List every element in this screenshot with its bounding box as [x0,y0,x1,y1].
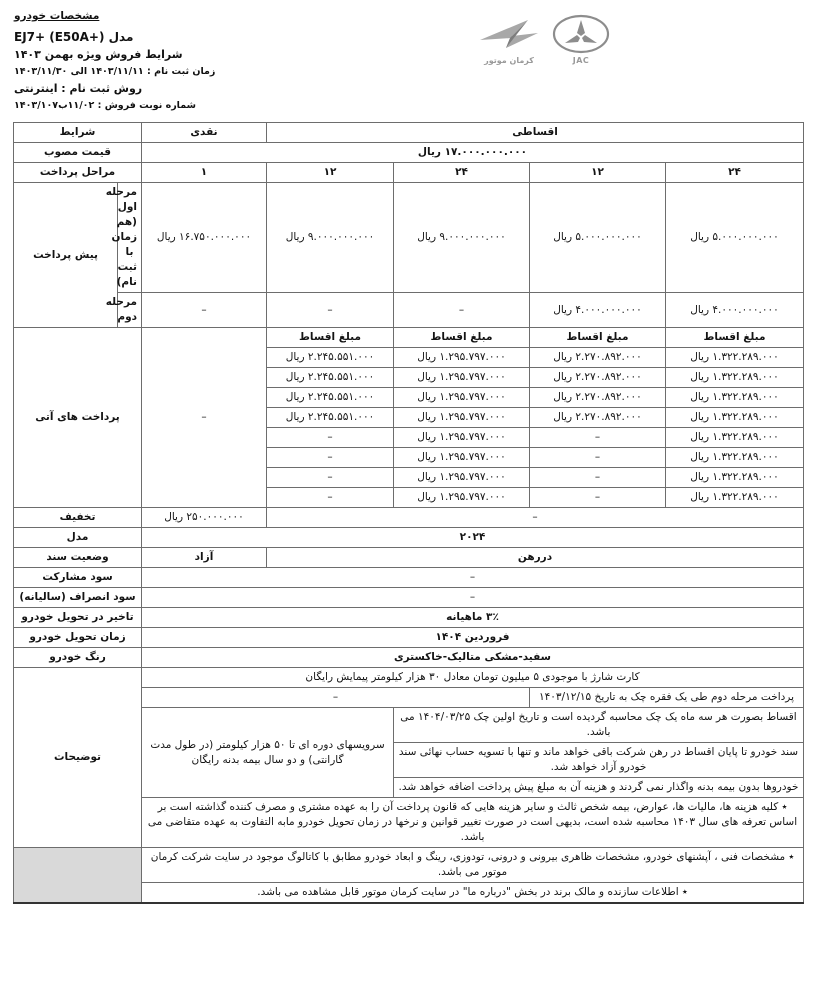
row-approved-price [14,143,804,163]
approved-price-value: ۱۷.۰۰۰.۰۰۰.۰۰۰ ریال [142,143,804,163]
col-header-cash: نقدی [142,123,267,143]
notes-label-continued [14,848,142,904]
document-header [0,0,818,118]
withdrawal-profit-label: سود انصراف (سالیانه) [14,588,142,608]
bullet-note-3: ٭ اطلاعات سازنده و مالک برند در بخش "درباره ما" در سایت کرمان موتور قابل مشاهده می باشد. [142,883,804,904]
approved-price-label: قیمت مصوب [14,143,142,163]
stage-count-4: ۱۲ [267,163,394,183]
col-header-installment: اقساطی [267,123,804,143]
installment-1-c3: ۱.۲۹۵.۷۹۷.۰۰۰ ریال [394,348,530,368]
stage-two-value-4: – [267,293,394,328]
page-title: مشخصات خودرو [14,10,100,22]
stage-one-label [105,183,142,293]
row-stage-one [14,183,804,293]
installment-2-c1: ۱.۳۲۲.۲۸۹.۰۰۰ ریال [666,368,804,388]
installment-7-c2: – [530,468,666,488]
jac-logo-text: JAC [572,56,590,65]
installment-4-c4: ۲.۲۴۵.۵۵۱.۰۰۰ ریال [267,408,394,428]
installment-2-c4: ۲.۲۴۵.۵۵۱.۰۰۰ ریال [267,368,394,388]
installment-5-c2: – [530,428,666,448]
installment-3-c3: ۱.۲۹۵.۷۹۷.۰۰۰ ریال [394,388,530,408]
row-withdrawal-profit [14,588,804,608]
installment-3-c2: ۲.۲۷۰.۸۹۲.۰۰۰ ریال [530,388,666,408]
installment-cash-value: – [142,328,267,508]
note-line-1: اقساط بصورت هر سه ماه یک چک محاسبه گردیده است و تاریخ اولین چک ۱۴۰۴/۰۳/۲۵ می باشد. [394,708,804,743]
model-year-value: ۲۰۲۴ [142,528,804,548]
note-line-2: سند خودرو تا پایان اقساط در رهن شرکت باقی خواهد ماند و تنها با تسویه حساب نهائی سند خودرو آزاد خواهد شد. [394,743,804,778]
row-stage-two [14,293,804,328]
installment-header-2: مبلغ اقساط [530,328,666,348]
installment-6-c2: – [530,448,666,468]
row-car-color [14,648,804,668]
installment-8-c1: ۱.۳۲۲.۲۸۹.۰۰۰ ریال [666,488,804,508]
model-label: مدل [108,30,134,44]
installment-8-c3: ۱.۲۹۵.۷۹۷.۰۰۰ ریال [394,488,530,508]
stage-two-value-1: ۴.۰۰۰.۰۰۰.۰۰۰ ریال [666,293,804,328]
installment-1-c1: ۱.۳۲۲.۲۸۹.۰۰۰ ریال [666,348,804,368]
row-participation-profit [14,568,804,588]
sale-conditions-line: شرایط فروش ویژه بهمن ۱۴۰۳ [14,48,183,61]
sale-round-line: شماره نوبت فروش : ۱۱/۰۲ب۱۴۰۳/۱۰۷ [14,100,196,111]
installment-7-c3: ۱.۲۹۵.۷۹۷.۰۰۰ ریال [394,468,530,488]
future-payments-label: پرداخت های آتی [14,328,142,508]
installment-2-c2: ۲.۲۷۰.۸۹۲.۰۰۰ ریال [530,368,666,388]
installment-5-c3: ۱.۲۹۵.۷۹۷.۰۰۰ ریال [394,428,530,448]
delivery-time-value: فروردین ۱۴۰۴ [142,628,804,648]
delivery-delay-label: تاخیر در تحویل خودرو [14,608,142,628]
stage-count-3: ۲۴ [394,163,530,183]
bullet-note-1: ٭ کلیه هزینه ها، مالیات ها، عوارض، بیمه شخص ثالث و سایر هزینه هایی که قانون پرداخت آن را به عهده مشتری و مصرف کننده گذاشته است بر اساس تعرفه های سال ۱۴۰۳ محاسبه شده است، بدیهی است در صورت تغییر قوانین و نرخها در زمان تحویل خودرو مابه التفاوت به عهده متقاضی می باشد. [142,798,804,848]
row-installment-header [14,328,804,348]
notes-label: توضیحات [14,668,142,848]
prepayment-label: پیش پرداخت [14,183,118,328]
stage-two-label: مرحله دوم [118,293,142,328]
installment-3-c1: ۱.۳۲۲.۲۸۹.۰۰۰ ریال [666,388,804,408]
installment-7-c4: – [267,468,394,488]
installment-6-c4: – [267,448,394,468]
jac-logo [552,14,610,65]
jac-star-icon [552,14,610,54]
installment-2-c3: ۱.۲۹۵.۷۹۷.۰۰۰ ریال [394,368,530,388]
kerman-motor-logo-text: کرمان موتور [484,56,534,65]
header-text-block [14,6,282,114]
stage-one-value-3: ۹.۰۰۰.۰۰۰.۰۰۰ ریال [394,183,530,293]
installment-7-c1: ۱.۳۲۲.۲۸۹.۰۰۰ ریال [666,468,804,488]
installment-8-c2: – [530,488,666,508]
stage-two-note-cash: – [142,688,530,708]
installment-4-c3: ۱.۲۹۵.۷۹۷.۰۰۰ ریال [394,408,530,428]
installment-4-c1: ۱.۳۲۲.۲۸۹.۰۰۰ ریال [666,408,804,428]
row-delivery-delay [14,608,804,628]
row-discount [14,508,804,528]
stage-two-value-5: – [142,293,267,328]
registration-time-line: زمان ثبت نام : ۱۴۰۳/۱۱/۱۱ الی ۱۴۰۳/۱۱/۳۰ [14,66,216,77]
note-line-3: خودروها بدون بیمه بدنه واگذار نمی گردند و هزینه آن به مبلغ پیش پرداخت اضافه خواهد شد. [394,778,804,798]
stage-one-label-main: مرحله اول [105,186,137,213]
discount-installment-value: – [267,508,804,528]
installment-5-c4: – [267,428,394,448]
payment-stages-label: مراحل پرداخت [14,163,142,183]
model-year-label: مدل [14,528,142,548]
installment-5-c1: ۱.۳۲۲.۲۸۹.۰۰۰ ریال [666,428,804,448]
model-value: EJ7+ (E50A+) [14,30,105,44]
row-charge-card-note [14,668,804,688]
participation-profit-value: – [142,568,804,588]
installment-1-c2: ۲.۲۷۰.۸۹۲.۰۰۰ ریال [530,348,666,368]
installment-3-c4: ۲.۲۴۵.۵۵۱.۰۰۰ ریال [267,388,394,408]
charge-card-note: کارت شارژ با موجودی ۵ میلیون تومان معادل ۳۰ هزار کیلومتر پیمایش رایگان [142,668,804,688]
car-color-value: سفید-مشکی متالیک-خاکستری [142,648,804,668]
installment-1-c4: ۲.۲۴۵.۵۵۱.۰۰۰ ریال [267,348,394,368]
registration-method-line: روش ثبت نام : اینترنتی [14,82,143,95]
stage-one-label-sub: (هم زمان با ثبت نام) [111,216,137,288]
stage-two-note-installment: پرداخت مرحله دوم طی یک فقره چک به تاریخ ۱۴۰۳/۱۲/۱۵ [530,688,804,708]
discount-cash-value: ۲۵۰.۰۰۰.۰۰۰ ریال [142,508,267,528]
stage-one-value-4: ۹.۰۰۰.۰۰۰.۰۰۰ ریال [267,183,394,293]
doc-status-label: وضعیت سند [14,548,142,568]
participation-profit-label: سود مشارکت [14,568,142,588]
stage-one-value-5: ۱۶.۷۵۰.۰۰۰.۰۰۰ ریال [142,183,267,293]
installment-header-3: مبلغ اقساط [394,328,530,348]
delivery-time-label: زمان تحویل خودرو [14,628,142,648]
row-delivery-time [14,628,804,648]
car-color-label: رنگ خودرو [14,648,142,668]
installment-header-4: مبلغ اقساط [267,328,394,348]
row-model-year [14,528,804,548]
doc-status-installment: دررهن [267,548,804,568]
delivery-delay-value: ۳٪ ماهیانه [142,608,804,628]
stage-two-value-2: ۴.۰۰۰.۰۰۰.۰۰۰ ریال [530,293,666,328]
service-note: سرویسهای دوره ای تا ۵۰ هزار کیلومتر (در طول مدت گارانتی) و دو سال بیمه بدنه رایگان [142,708,394,798]
model-line [14,29,282,46]
kerman-motor-swoosh-icon [476,14,542,54]
kerman-motor-logo [476,14,542,65]
stage-count-1: ۲۴ [666,163,804,183]
row-doc-status [14,548,804,568]
stage-one-value-1: ۵.۰۰۰.۰۰۰.۰۰۰ ریال [666,183,804,293]
stage-count-5: ۱ [142,163,267,183]
installment-6-c3: ۱.۲۹۵.۷۹۷.۰۰۰ ریال [394,448,530,468]
discount-label: تخفیف [14,508,142,528]
installment-8-c4: – [267,488,394,508]
bullet-note-2: ٭ مشخصات فنی ، آپشنهای خودرو، مشخصات ظاهری بیرونی و درونی، تودوزی، رینگ و ابعاد خودرو مطابق با کاتالوگ موجود در سایت شرکت کرمان موتور می باشد. [142,848,804,883]
doc-status-cash: آزاد [142,548,267,568]
stage-two-value-3: – [394,293,530,328]
stage-count-2: ۱۲ [530,163,666,183]
row-payment-stages [14,163,804,183]
installment-4-c2: ۲.۲۷۰.۸۹۲.۰۰۰ ریال [530,408,666,428]
sales-conditions-table [13,122,804,904]
logo-group [458,6,628,65]
withdrawal-profit-value: – [142,588,804,608]
installment-6-c1: ۱.۳۲۲.۲۸۹.۰۰۰ ریال [666,448,804,468]
col-header-conditions: شرایط [14,123,142,143]
row-bullet-2 [14,848,804,883]
table-header-row [14,123,804,143]
installment-header-1: مبلغ اقساط [666,328,804,348]
stage-one-value-2: ۵.۰۰۰.۰۰۰.۰۰۰ ریال [530,183,666,293]
